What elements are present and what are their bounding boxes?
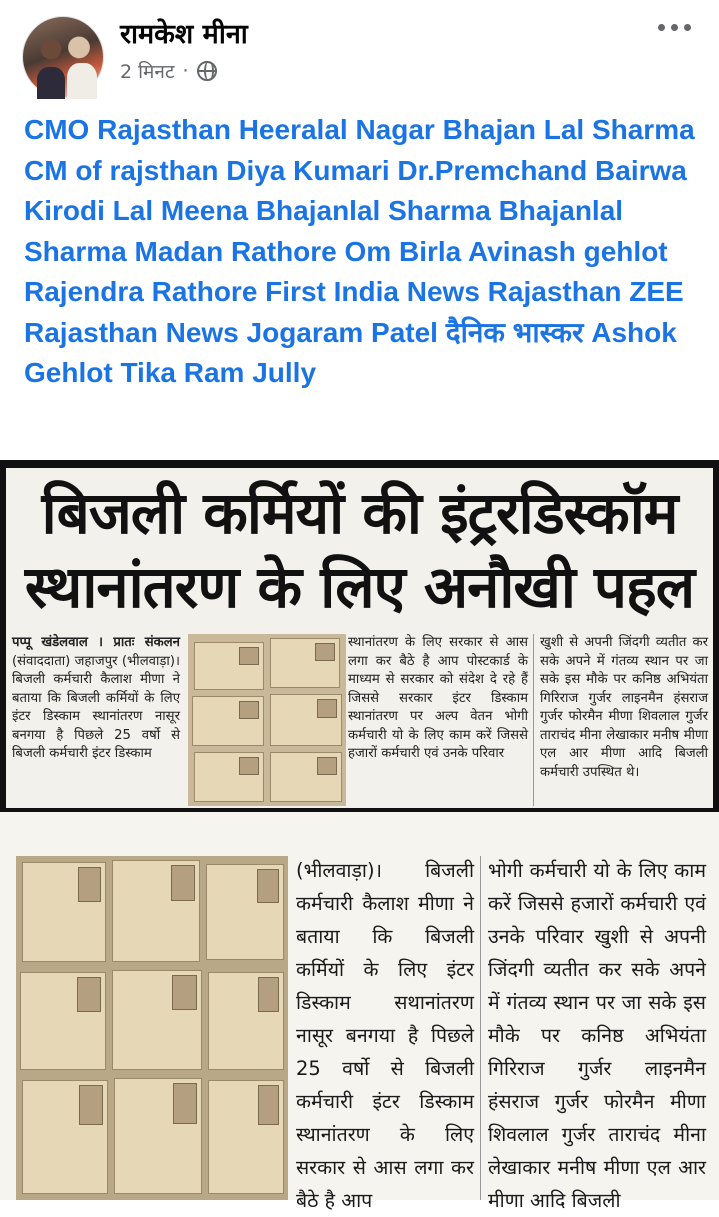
post-time[interactable]: 2 मिनट (120, 61, 175, 83)
more-horizontal-icon (658, 24, 665, 31)
avatar-person-right (67, 63, 97, 99)
meta-separator: · (182, 60, 189, 82)
clipping-column-2-large: (भीलवाड़ा)। बिजली कर्मचारी कैलाश मीणा ने बताया कि बिजली कर्मियों के लिए इंटर डिस्काम सथानांतरण नासूर बनगया है पिछले 25 वर्षो से बिजली कर्मचारी इंटर डिस्काम स्थानांतरण के लिए सरकार से आस लगा कर बैठे है आप (296, 859, 474, 1212)
newspaper-clipping-bottom (0, 812, 719, 1212)
clipping-byline: पप्पू खंडेलवाल । प्रातः संकलन (12, 635, 180, 650)
newspaper-clipping-top (6, 468, 713, 808)
more-horizontal-icon (671, 24, 678, 31)
more-options-button[interactable] (654, 20, 695, 35)
postcards-photo-large (16, 856, 288, 1200)
postcard (206, 864, 284, 960)
postcard (112, 860, 200, 962)
globe-icon[interactable] (197, 61, 217, 81)
clipping-column-1-text: (संवाददाता) जहाजपुर (भीलवाड़ा)। बिजली कर्मचारी कैलाश मीणा ने बताया कि बिजली कर्मियों के लिए इंटर डिस्काम स्थानांतरण नासूर बनगया है पिछले 25 वर्षो से बिजली कर्मचारी इंटर डिस्काम (12, 653, 180, 761)
postcard (270, 752, 342, 802)
postcard (270, 694, 342, 746)
column-divider (480, 856, 481, 1200)
postcard (114, 1078, 202, 1194)
post-photo[interactable] (0, 460, 719, 1212)
postcard (20, 972, 106, 1070)
clipping-column-3: स्थानांतरण के लिए सरकार से आस लगा कर बैठे है आप पोस्टकार्ड के माध्यम से सरकार को संदेश दे रहे हैं जिससे सरकार इंटर डिस्काम स्थानांतरण पर अल्प वेतन भोगी कर्मचारी यो के लिए काम करें जिससे हजारों कर्मचारी एवं उनके परिवार (348, 635, 528, 761)
clipping-headline-line1: बिजली कर्मियों की इंट्ररडिस्कॉम (41, 479, 678, 547)
clipping-column-4: खुशी से अपनी जिंदगी व्यतीत कर सके अपने में गंतव्य स्थान पर जा सके इस मौके पर कनिष्ठ अभियंता गिरिराज गुर्जर लाइनमैन हंसराज गुर्जर फोरमैन मीणा शिवलाल गुर्जर ताराचंद मीना लेखाकार मनीष मीणा एल आर मीणा आदि बिजली कर्मचारी उपस्थित थे। (540, 635, 708, 780)
clipping-column-3-large: भोगी कर्मचारी यो के लिए काम करें जिससे हजारों कर्मचारी एवं उनके परिवार खुशी से अपनी जिंदगी व्यतीत कर सके अपने में गंतव्य स्थान पर जा सके इस मौके पर कनिष्ठ अभियंता गिरिराज गुर्जर लाइनमैन हंसराज गुर्जर फोरमैन मीणा शिवलाल गुर्जर ताराचंद मीना लेखाकार मनीष मीणा एल आर मीणा आदि बिजली (488, 859, 706, 1212)
postcard (208, 1080, 284, 1194)
column-divider (533, 634, 534, 806)
postcard (192, 696, 264, 746)
post-meta (120, 58, 217, 84)
clipping-headline-line2: स्थानांतरण के लिए अनौखी पहल (24, 553, 695, 621)
postcard (112, 970, 202, 1070)
avatar-person-left (37, 67, 65, 99)
postcards-photo (188, 634, 346, 806)
more-horizontal-icon (684, 24, 691, 31)
postcard (208, 972, 284, 1070)
postcard (22, 1080, 108, 1194)
postcard (194, 642, 264, 690)
postcard (194, 752, 264, 802)
postcard (270, 638, 340, 688)
post-caption[interactable]: CMO Rajasthan Heeralal Nagar Bhajan Lal Sharma CM of rajsthan Diya Kumari Dr.Premchand Bairwa Kirodi Lal Meena Bhajanlal Sharma Bhajanlal Sharma Madan Rathore Om Birla Avinash gehlot Rajendra Rathore First India News Rajasthan ZEE Rajasthan News Jogaram Patel दैनिक भास्कर Ashok Gehlot Tika Ram Jully (24, 114, 695, 388)
avatar[interactable] (22, 16, 104, 98)
post-header (0, 0, 719, 100)
author-name[interactable]: रामकेश मीना (120, 19, 248, 50)
clipping-column-1 (12, 634, 180, 764)
postcard (22, 862, 106, 962)
